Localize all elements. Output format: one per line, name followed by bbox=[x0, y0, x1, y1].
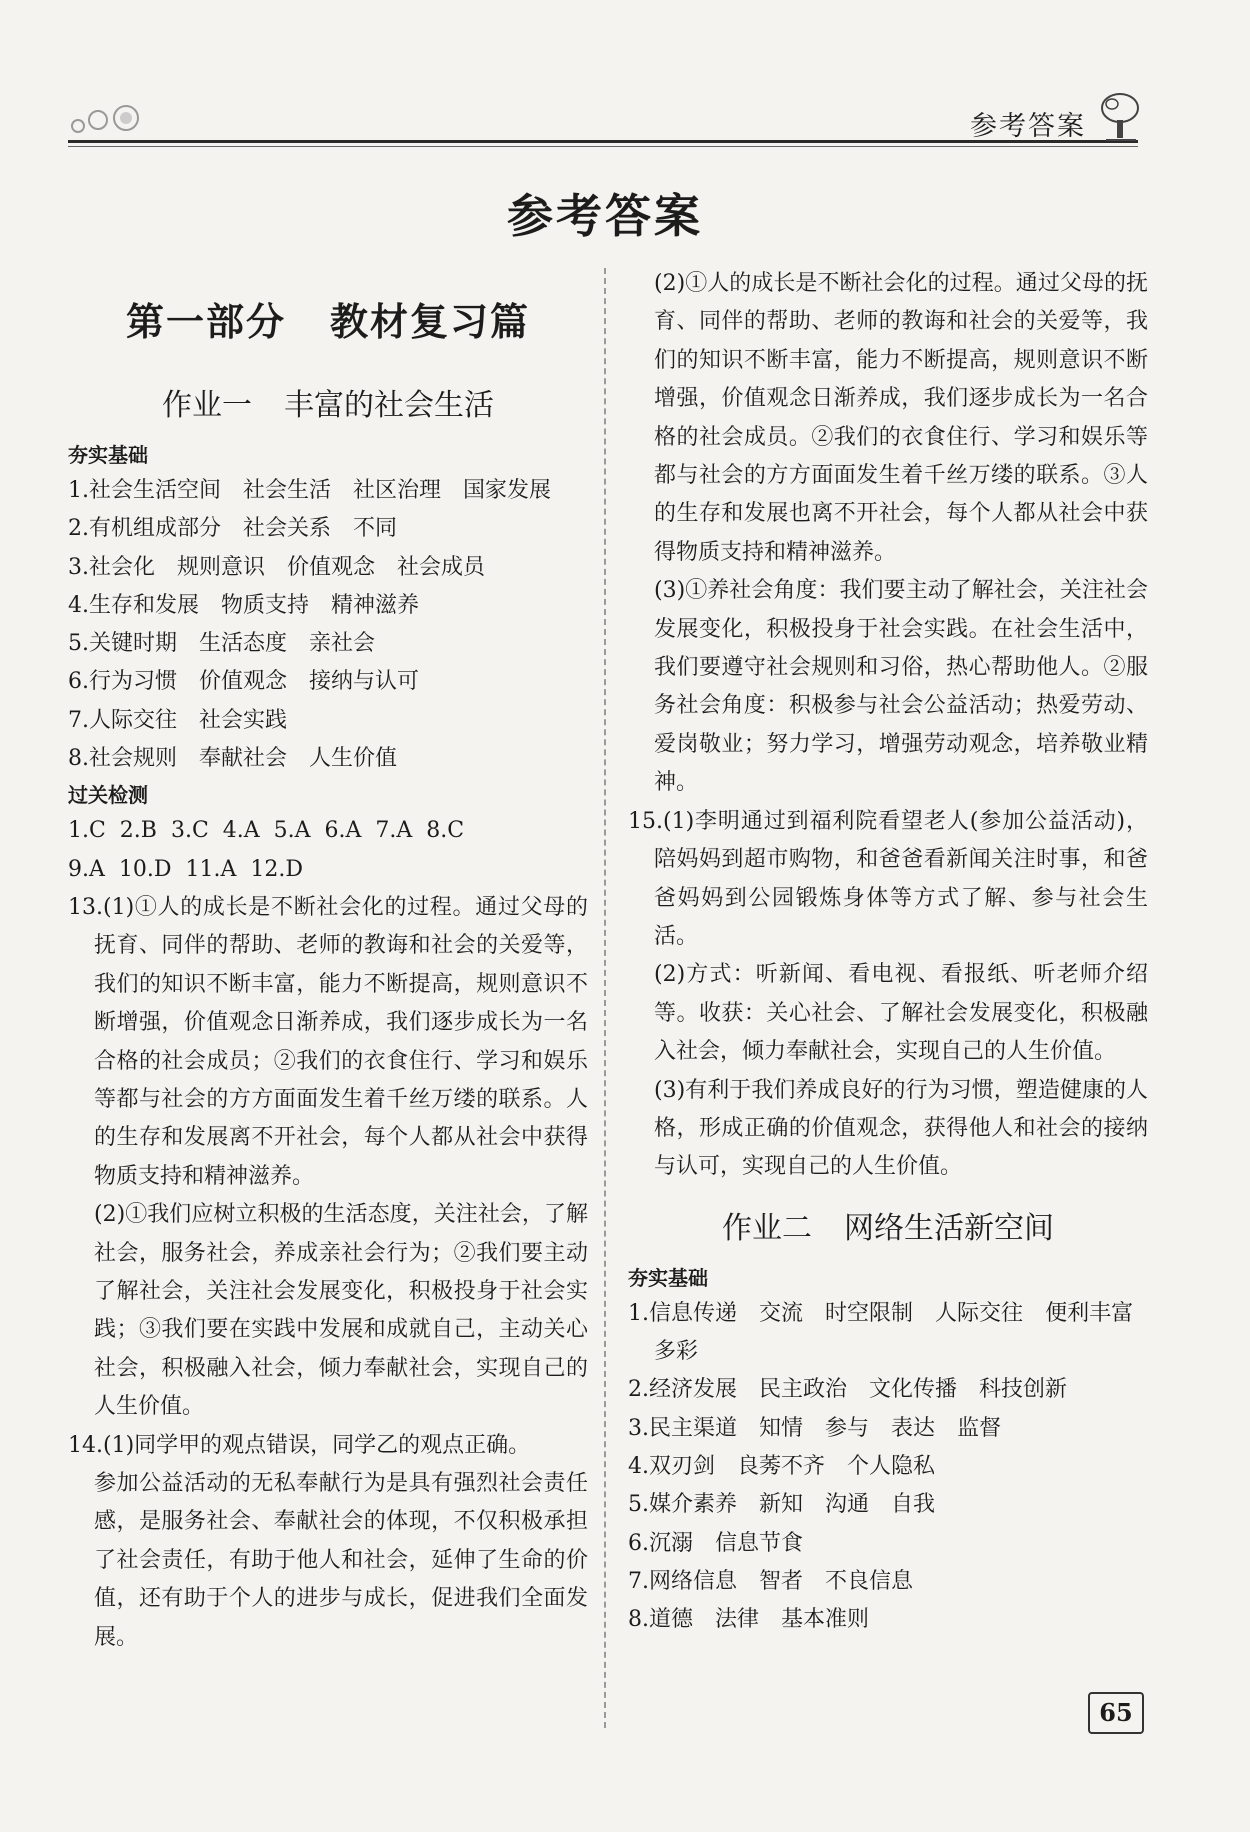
part-title-left: 第一部分 bbox=[125, 299, 286, 344]
page-title: 参考答案 bbox=[507, 189, 703, 243]
answer-13-1: 13.(1)①人的成长是不断社会化的过程。通过父母的抚育、同伴的帮助、老师的教诲和社会的关爱等，我们的知识不断丰富，能力不断提高，规则意识不断增强，价值观念日渐养成，我们逐步成长为一名合格的社会成员；②我们的衣食住行、学习和娱乐等都与社会的方方面面发生着千丝万缕的联系。人的生存和发展离不开社会，每个人都从社会中获得物质支持和精神滋养。 bbox=[68, 894, 588, 1189]
answer-15-1: 15.(1)李明通过到福利院看望老人(参加公益活动)，陪妈妈到超市购物，和爸爸看新闻关注时事，和爸爸妈妈到公园锻炼身体等方式了解、参与社会生活。 bbox=[628, 808, 1148, 949]
hw2-basics-item-2: 2.经济发展 民主政治 文化传播 科技创新 bbox=[628, 1377, 1068, 1403]
answer-14-1-reason: 参加公益活动的无私奉献行为是具有强烈社会责任感，是服务社会、奉献社会的体现，不仅积极承担了社会责任，有助于他人和社会，延伸了生命的价值，还有助于个人的进步与成长，促进我们全面发展。 bbox=[94, 1471, 588, 1650]
mc-answers-line-2: 9.A 10.D 11.A 12.D bbox=[68, 856, 303, 882]
hw2-basics-item-4: 4.双刃剑 良莠不齐 个人隐私 bbox=[628, 1453, 936, 1479]
hw2-name: 网络生活新空间 bbox=[844, 1210, 1054, 1246]
answer-14-1-verdict: 14.(1)同学甲的观点错误，同学乙的观点正确。 bbox=[68, 1432, 531, 1458]
hw2-basics-item-6: 6.沉溺 信息节食 bbox=[628, 1530, 804, 1556]
hw1-basics-item-8: 8.社会规则 奉献社会 人生价值 bbox=[68, 746, 398, 772]
hw2-basics-item-1: 1.信息传递 交流 时空限制 人际交往 便利丰富多彩 bbox=[628, 1300, 1134, 1365]
hw2-basics-item-8: 8.道德 法律 基本准则 bbox=[628, 1607, 870, 1633]
hw2-basics-heading: 夯实基础 bbox=[628, 1265, 708, 1290]
part-title bbox=[68, 292, 588, 352]
answer-15-3: (3)有利于我们养成良好的行为习惯，塑造健康的人格，形成正确的价值观念，获得他人和社会的接纳与认可，实现自己的人生价值。 bbox=[654, 1077, 1148, 1180]
hw1-basics-heading: 夯实基础 bbox=[68, 443, 148, 467]
hw2-basics-item-3: 3.民主渠道 知情 参与 表达 监督 bbox=[628, 1415, 1002, 1441]
header-decor-dots bbox=[68, 100, 158, 140]
hw2-title bbox=[628, 1205, 1148, 1253]
hw2-basics-item-5: 5.媒介素养 新知 沟通 自我 bbox=[628, 1492, 936, 1518]
hw2-number: 作业二 bbox=[722, 1210, 812, 1246]
column-divider bbox=[604, 268, 606, 1728]
hw1-basics-item-5: 5.关键时期 生活态度 亲社会 bbox=[68, 631, 376, 657]
part-title-right: 教材复习篇 bbox=[330, 299, 531, 344]
hw1-basics-item-7: 7.人际交往 社会实践 bbox=[68, 707, 288, 733]
answer-13-2: (2)①我们应树立积极的生活态度，关注社会，了解社会，服务社会，养成亲社会行为；②我们要主动了解社会，关注社会发展变化，积极投身于社会实践；③我们要在实践中发展和成就自己，主动关心社会，积极融入社会，倾力奉献社会，实现自己的人生价值。 bbox=[94, 1202, 588, 1420]
left-column bbox=[68, 280, 588, 1657]
hw1-basics-item-6: 6.行为习惯 价值观念 接纳与认可 bbox=[68, 669, 420, 695]
hw1-basics-item-4: 4.生存和发展 物质支持 精神滋养 bbox=[68, 592, 420, 618]
mc-answers-line-1: 1.C 2.B 3.C 4.A 5.A 6.A 7.A 8.C bbox=[68, 818, 465, 844]
tree-icon bbox=[1098, 90, 1142, 142]
hw1-basics-item-3: 3.社会化 规则意识 价值观念 社会成员 bbox=[68, 554, 486, 580]
answer-14-3: (3)①养社会角度：我们要主动了解社会，关注社会发展变化，积极投身于社会实践。在社会生活中，我们要遵守社会规则和习俗，热心帮助他人。②服务社会角度：积极参与社会公益活动；热爱劳动、爱岗敬业；努力学习，增强劳动观念，培养敬业精神。 bbox=[654, 578, 1148, 796]
hw1-basics-item-2: 2.有机组成部分 社会关系 不同 bbox=[68, 516, 398, 542]
header-label: 参考答案 bbox=[970, 111, 1086, 142]
hw2-basics-item-7: 7.网络信息 智者 不良信息 bbox=[628, 1568, 914, 1594]
answer-14-2: (2)①人的成长是不断社会化的过程。通过父母的抚育、同伴的帮助、老师的教诲和社会的关爱等，我们的知识不断丰富，能力不断提高，规则意识不断增强，价值观念日渐养成，我们逐步成长为一名合格的社会成员。②我们的衣食住行、学习和娱乐等都与社会的方方面面发生着千丝万缕的联系。③人的生存和发展也离不开社会，每个人都从社会中获得物质支持和精神滋养。 bbox=[654, 271, 1148, 565]
right-column bbox=[628, 265, 1148, 1639]
hw1-name: 丰富的社会生活 bbox=[284, 388, 494, 423]
header-rule-thin bbox=[68, 146, 1138, 147]
hw1-basics-item-1: 1.社会生活空间 社会生活 社区治理 国家发展 bbox=[68, 478, 552, 503]
answer-15-2: (2)方式：听新闻、看电视、看报纸、听老师介绍等。收获：关心社会、了解社会发展变化，积极融入社会，倾力奉献社会，实现自己的人生价值。 bbox=[654, 962, 1148, 1065]
hw1-number: 作业一 bbox=[162, 388, 252, 423]
hw1-title bbox=[68, 382, 588, 430]
hw1-check-heading: 过关检测 bbox=[68, 783, 148, 808]
page-number: 65 bbox=[1088, 1692, 1144, 1734]
